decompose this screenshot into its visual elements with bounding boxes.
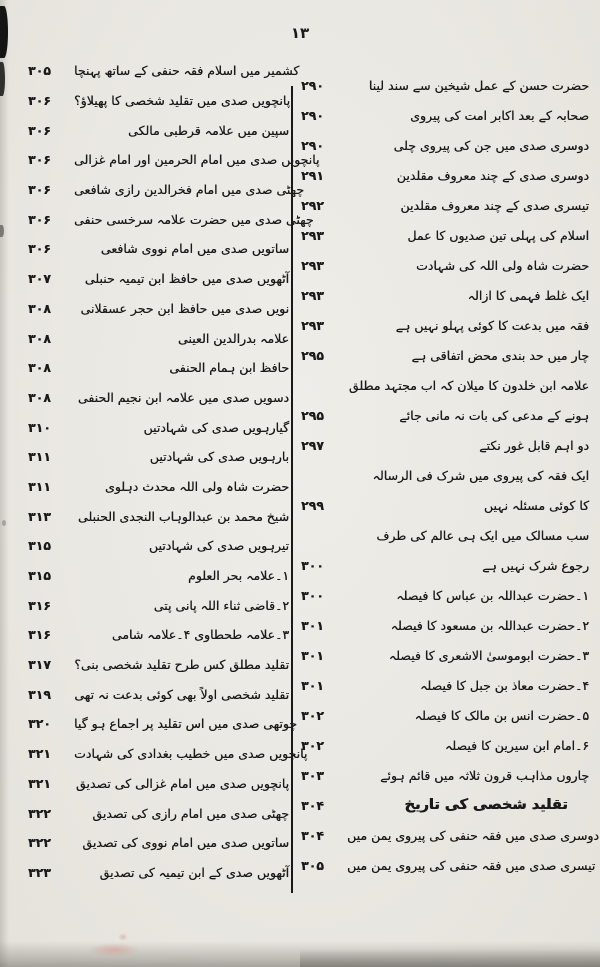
toc-entry <box>28 412 289 442</box>
entry-page-number: ۳۰۸ <box>28 330 51 346</box>
entry-title: پانچویں صدی میں امام الحرمین اور امام غزالی <box>74 152 320 168</box>
entry-page-number: ۳۰۱ <box>301 647 324 663</box>
entry-title: دو اہم قابل غور نکتے <box>479 437 589 453</box>
entry-title: ۲۔قاضی ثناء اللہ پانی پتی <box>153 597 289 613</box>
scan-blemish <box>0 62 5 96</box>
entry-title: پانچویں صدی میں خطیب بغدادی کی شہادت <box>74 746 308 762</box>
entry-page-number: ۳۰۶ <box>28 122 51 138</box>
entry-page-number: ۳۱۶ <box>28 597 51 613</box>
toc-entry <box>28 561 289 591</box>
entry-page-number: ۳۲۰ <box>28 716 51 732</box>
scan-smudge <box>88 943 140 957</box>
toc-entry <box>301 460 589 490</box>
toc-entry <box>28 828 289 858</box>
entry-title: دوسری صدی کے چند معروف مقلدین <box>396 167 589 183</box>
entry-title: ۳۔حضرت ابوموسیٰ الاشعری کا فیصلہ <box>388 647 589 663</box>
entry-page-number: ۳۲۳ <box>28 864 51 880</box>
page-header-number: ۱۳ <box>290 24 310 42</box>
entry-page-number: ۳۰۲ <box>301 737 324 753</box>
toc-entry <box>301 100 589 130</box>
entry-title: آٹھویں صدی میں حافظ ابن تیمیہ حنبلی <box>84 271 289 287</box>
toc-entry <box>301 730 589 760</box>
toc-entry <box>28 204 314 234</box>
entry-title: علامہ بدرالدین العینی <box>177 330 289 346</box>
toc-entry <box>28 620 289 650</box>
entry-page-number: ۲۹۷ <box>301 437 324 453</box>
entry-title: تیسری صدی میں فقہ حنفی کی پیروی یمن میں <box>347 857 596 873</box>
entry-page-number: ۳۱۵ <box>28 538 51 554</box>
scan-shadow-bottom-right <box>300 949 600 967</box>
entry-page-number: ۳۰۴ <box>301 827 324 843</box>
entry-page-number: ۳۱۶ <box>28 627 51 643</box>
toc-entry <box>301 430 589 460</box>
entry-page-number: ۲۹۱ <box>301 167 324 183</box>
entry-title: چار میں حد بندی محض اتفاقی ہے <box>411 347 589 363</box>
entry-page-number: ۲۹۰ <box>301 137 324 153</box>
entry-page-number: ۳۰۲ <box>301 707 324 723</box>
entry-page-number: ۳۰۴ <box>301 797 324 813</box>
entry-title: ایک غلط فہمی کا ازالہ <box>467 287 589 303</box>
entry-page-number: ۳۲۲ <box>28 805 51 821</box>
entry-title: حضرت حسن کے عمل شیخین سے سند لینا <box>368 77 589 93</box>
toc-entry <box>301 160 589 190</box>
entry-title: ۱۔حضرت عبداللہ بن عباس کا فیصلہ <box>396 587 589 603</box>
toc-entry <box>28 145 320 175</box>
toc-entry <box>28 86 289 116</box>
entry-title: تیسری صدی کے چند معروف مقلدین <box>400 197 589 213</box>
toc-entry <box>301 520 589 550</box>
entry-title: ۶۔امام ابن سیرین کا فیصلہ <box>444 737 589 753</box>
entry-title: چاروں مذاہب قرون ثلاثہ میں قائم ہوئے <box>380 767 589 783</box>
entry-page-number: ۳۰۱ <box>301 617 324 633</box>
paper-edge-shade <box>0 0 9 967</box>
entry-page-number: ۳۰۰ <box>301 587 324 603</box>
entry-page-number: ۲۹۳ <box>301 227 324 243</box>
entry-title: گیارہویں صدی کی شہادتیں <box>143 419 289 435</box>
toc-entry <box>301 610 589 640</box>
entry-title: علامہ ابن خلدون کا میلان کہ اب مجتہد مطلق <box>348 377 589 393</box>
toc-entry <box>301 280 589 310</box>
entry-title: ساتویں صدی میں امام نووی شافعی <box>100 241 289 257</box>
entry-page-number: ۳۰۵ <box>301 857 324 873</box>
entry-page-number: ۳۰۸ <box>28 389 51 405</box>
entry-page-number: ۳۰۱ <box>301 677 324 693</box>
entry-page-number: ۳۱۱ <box>28 449 51 465</box>
toc-entry <box>28 294 289 324</box>
entry-title: اسلام کی پہلی تین صدیوں کا عمل <box>407 227 589 243</box>
toc-entry <box>301 700 589 730</box>
toc-entry <box>28 501 289 531</box>
toc-entry <box>28 353 289 383</box>
entry-title: سب مسالک میں ایک ہی عالم کی طرف <box>376 527 589 543</box>
toc-entry <box>301 190 589 220</box>
toc-entry <box>28 56 300 86</box>
toc-entry <box>301 400 589 430</box>
entry-title: ساتویں صدی میں امام نووی کی تصدیق <box>82 835 289 851</box>
entry-title: کا کوئی مسئلہ نہیں <box>483 497 589 513</box>
toc-entry <box>301 220 589 250</box>
toc-section-heading <box>301 790 589 820</box>
entry-page-number: ۲۹۰ <box>301 77 324 93</box>
entry-page-number: ۳۰۸ <box>28 360 51 376</box>
entry-title: فقہ میں بدعت کا کوئی پہلو نہیں ہے <box>395 317 589 333</box>
entry-page-number: ۳۰۰ <box>301 557 324 573</box>
entry-title: تقلید مطلق کس طرح تقلید شخصی بنی؟ <box>74 657 289 673</box>
scan-smudge <box>118 933 128 941</box>
entry-title: دسویں صدی میں علامہ ابن نجیم الحنفی <box>77 389 289 405</box>
toc-entry <box>301 70 589 100</box>
entry-title: بارہویں صدی کی شہادتیں <box>149 449 289 465</box>
entry-page-number: ۲۹۹ <box>301 497 324 513</box>
entry-title: تقلید شخصی اولاً بھی کوئی بدعت نہ تھی <box>74 686 289 702</box>
entry-title: ہونے کے مدعی کی بات نہ مانی جائے <box>399 407 589 423</box>
entry-page-number: ۳۲۱ <box>28 746 51 762</box>
scan-blemish <box>0 225 4 237</box>
toc-entry <box>28 234 289 264</box>
entry-title: حافظ ابن ہمام الحنفی <box>169 360 289 376</box>
entry-page-number: ۳۰۷ <box>28 271 51 287</box>
toc-entry <box>301 250 589 280</box>
entry-page-number: ۲۹۵ <box>301 407 324 423</box>
entry-page-number: ۲۹۰ <box>301 107 324 123</box>
entry-title: ۳۔علامہ طحطاوی ۴۔علامہ شامی <box>111 627 289 643</box>
entry-page-number: ۲۹۳ <box>301 317 324 333</box>
toc-entry <box>28 472 289 502</box>
toc-entry <box>28 175 304 205</box>
entry-title: پانچویں صدی میں تقلید شخصی کا پھیلاؤ؟ <box>74 93 291 109</box>
toc-entry <box>301 640 589 670</box>
toc-entry <box>301 490 589 520</box>
entry-page-number: ۳۱۷ <box>28 657 51 673</box>
toc-entry <box>28 739 308 769</box>
toc-entry <box>301 370 589 400</box>
entry-title: کشمیر میں اسلام فقہ حنفی کے ساتھ پہنچا <box>74 63 300 79</box>
toc-entry <box>28 858 289 888</box>
entry-title: تیرہویں صدی کی شہادتیں <box>148 538 289 554</box>
entry-page-number: ۳۱۹ <box>28 686 51 702</box>
entry-page-number: ۳۲۲ <box>28 835 51 851</box>
entry-page-number: ۲۹۲ <box>301 197 324 213</box>
toc-entry <box>301 130 589 160</box>
toc-entry <box>301 850 596 880</box>
toc-entry <box>301 580 589 610</box>
entry-title: پانچویں صدی میں امام غزالی کی تصدیق <box>75 775 289 791</box>
scan-blemish <box>2 520 6 526</box>
entry-page-number: ۳۱۵ <box>28 568 51 584</box>
entry-title: چوتھی صدی میں اس تقلید پر اجماع ہو گیا <box>74 716 297 732</box>
toc-entry <box>301 670 589 700</box>
entry-title: ایک فقہ کی پیروی میں شرک فی الرسالہ <box>372 467 589 483</box>
toc-entry <box>28 383 289 413</box>
toc-entry <box>28 709 297 739</box>
column-divider-rule <box>291 86 293 893</box>
entry-title: ۴۔حضرت معاذ بن جبل کا فیصلہ <box>419 677 589 693</box>
entry-title: رجوع شرک نہیں ہے <box>482 557 589 573</box>
entry-title: ۲۔حضرت عبداللہ بن مسعود کا فیصلہ <box>390 617 589 633</box>
toc-entry <box>28 442 289 472</box>
entry-page-number: ۳۰۶ <box>28 211 51 227</box>
entry-title: آٹھویں صدی کے ابن تیمیہ کی تصدیق <box>99 864 289 880</box>
toc-entry <box>301 550 589 580</box>
toc-entry <box>28 679 289 709</box>
entry-title: صحابہ کے بعد اکابر امت کی پیروی <box>410 107 589 123</box>
entry-page-number: ۳۱۳ <box>28 508 51 524</box>
entry-page-number: ۳۲۱ <box>28 775 51 791</box>
toc-entry <box>301 760 589 790</box>
entry-title: شیخ محمد بن عبدالوہاب النجدی الحنبلی <box>77 508 289 524</box>
toc-entry <box>301 310 589 340</box>
toc-column-right <box>301 70 599 880</box>
entry-title: نویں صدی میں حافظ ابن حجر عسقلانی <box>80 300 289 316</box>
entry-page-number: ۳۱۰ <box>28 419 51 435</box>
entry-page-number: ۳۰۸ <box>28 300 51 316</box>
toc-entry <box>28 264 289 294</box>
entry-page-number: ۳۰۶ <box>28 152 51 168</box>
toc-entry <box>28 115 289 145</box>
entry-title: دوسری صدی میں جن کی پیروی چلی <box>393 137 589 153</box>
entry-title: حضرت شاہ ولی اللہ محدث دہلوی <box>104 478 289 494</box>
entry-title: چھٹی صدی میں حضرت علامہ سرخسی حنفی <box>74 211 314 227</box>
entry-page-number: ۳۰۶ <box>28 241 51 257</box>
entry-title: چھٹی صدی میں امام فخرالدین رازی شافعی <box>74 182 304 198</box>
entry-title: چھٹی صدی میں امام رازی کی تصدیق <box>92 805 289 821</box>
entry-title: ۱۔علامہ بحر العلوم <box>187 568 289 584</box>
entry-title: ۵۔حضرت انس بن مالک کا فیصلہ <box>414 707 589 723</box>
toc-entry <box>28 531 289 561</box>
entry-page-number: ۲۹۳ <box>301 287 324 303</box>
entry-title: سپین میں علامہ قرطبی مالکی <box>128 122 289 138</box>
toc-entry <box>28 798 289 828</box>
toc-entry <box>28 323 289 353</box>
entry-page-number: ۳۰۵ <box>28 63 51 79</box>
entry-page-number: ۳۱۱ <box>28 478 51 494</box>
entry-title: حضرت شاہ ولی اللہ کی شہادت <box>415 257 589 273</box>
entry-page-number: ۳۰۳ <box>301 767 324 783</box>
toc-entry <box>28 769 289 799</box>
toc-entry <box>28 590 289 620</box>
entry-title: دوسری صدی میں فقہ حنفی کی پیروی یمن میں <box>347 827 599 843</box>
entry-title: تقلید شخصی کی تاریخ <box>404 797 568 813</box>
entry-page-number: ۳۰۶ <box>28 182 51 198</box>
entry-page-number: ۲۹۵ <box>301 347 324 363</box>
toc-entry <box>301 340 589 370</box>
entry-page-number: ۳۰۶ <box>28 93 51 109</box>
toc-entry <box>28 650 289 680</box>
toc-entry <box>301 820 599 850</box>
entry-page-number: ۲۹۳ <box>301 257 324 273</box>
